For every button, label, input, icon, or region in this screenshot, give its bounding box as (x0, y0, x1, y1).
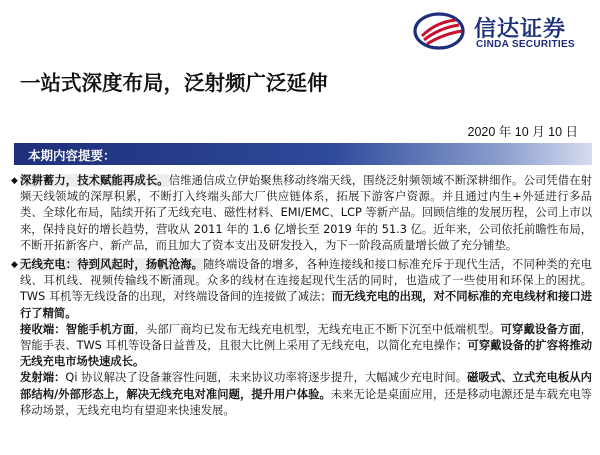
paragraph-2-bold: 而无线充电的出现，对不同标准的充电线材和接口进行了精简。 (20, 290, 592, 320)
transmitter-text-2: 未来无论是桌面应用，还是移动电源还是车载充电等移动场景，无线充电均有望迎来快速发展。 (20, 387, 592, 417)
wearables-text: ，智能手表、TWS 耳机等设备日益普及，且很大比例上采用了无线充电，以简化充电操作； (20, 322, 592, 353)
transmitter-text: Qi 协议解决了设备兼容性问题，未来协议功率将逐步提升，大幅减少充电时间。 (65, 371, 468, 385)
diamond-bullet-icon: ◆ (11, 260, 18, 271)
cinda-logo (412, 10, 590, 52)
diamond-bullet-icon: ◆ (11, 176, 18, 186)
summary-content (11, 173, 592, 422)
paragraph-2-lead: 无线充电：待到风起时，扬帆沧海。 (20, 258, 204, 272)
transmitter-bold: 磁吸式、立式充电板从内部结构/外部形态上，解决无线充电对准问题，提升用户体验。 (20, 371, 592, 401)
receiver-label: 接收端： (20, 322, 66, 336)
summary-heading: 本期内容提要： (28, 148, 116, 163)
report-date: 2020 年 10 月 10 日 (467, 125, 578, 139)
summary-paragraph-2 (11, 257, 592, 419)
paragraph-2-text: 随终端设备的增多，各种连接线和接口标准充斥于现代生活，不同种类的充电线、耳机线、视频传输线不断涌现。众多的线材在连接起现代生活的同时，也造成了一些使用和环保上的困扰。TWS 耳机等无线设备的出现，对终端设备间的连接做了减法； (20, 258, 592, 304)
cinda-logo-icon (412, 10, 470, 52)
smartphone-text: ，头部厂商均已发布无线充电机型，无线充电正不断下沉至中低端机型。 (134, 322, 501, 336)
wearables-heading: 可穿戴设备方面 (500, 322, 581, 336)
brand-name-cn: 信达证券 (474, 17, 567, 42)
wearables-bold: 可穿戴设备的扩容将推动无线充电市场快速成长。 (20, 339, 592, 369)
paragraph-1-lead: 深耕蓄力，技术赋能再成长。 (20, 174, 169, 187)
report-title: 一站式深度布局，泛射频广泛延伸 (20, 71, 328, 95)
summary-header-bar (14, 143, 592, 165)
brand-name-en: CINDA SECURITIES (476, 39, 575, 50)
smartphone-heading: 智能手机方面 (65, 322, 135, 336)
paragraph-1-text: 信维通信成立伊始聚焦移动终端天线，围绕泛射频领域不断深耕细作。公司凭借在射频天线领域的深厚积累，不断打入终端头部大厂供应链体系，拓展下游客户资源。并且通过内生+外延进行多品类、全球化布局，陆续开拓了无线充电、磁性材料、EMI/EMC、LCP 等新产品。回顾信维的发展历程，公司上市以来，保持良好的增长趋势，营收从 2011 年的 1.6 亿增长至 2019 年的 51.3 亿。近年来，公司依托前瞻性布局，不断开拓新客户、新产品，而且加大了资本支出及研发投入，为下一阶段高质量增长做了充分铺垫。 (20, 174, 592, 252)
transmitter-label: 发射端： (20, 371, 66, 385)
summary-paragraph-1 (11, 173, 592, 254)
